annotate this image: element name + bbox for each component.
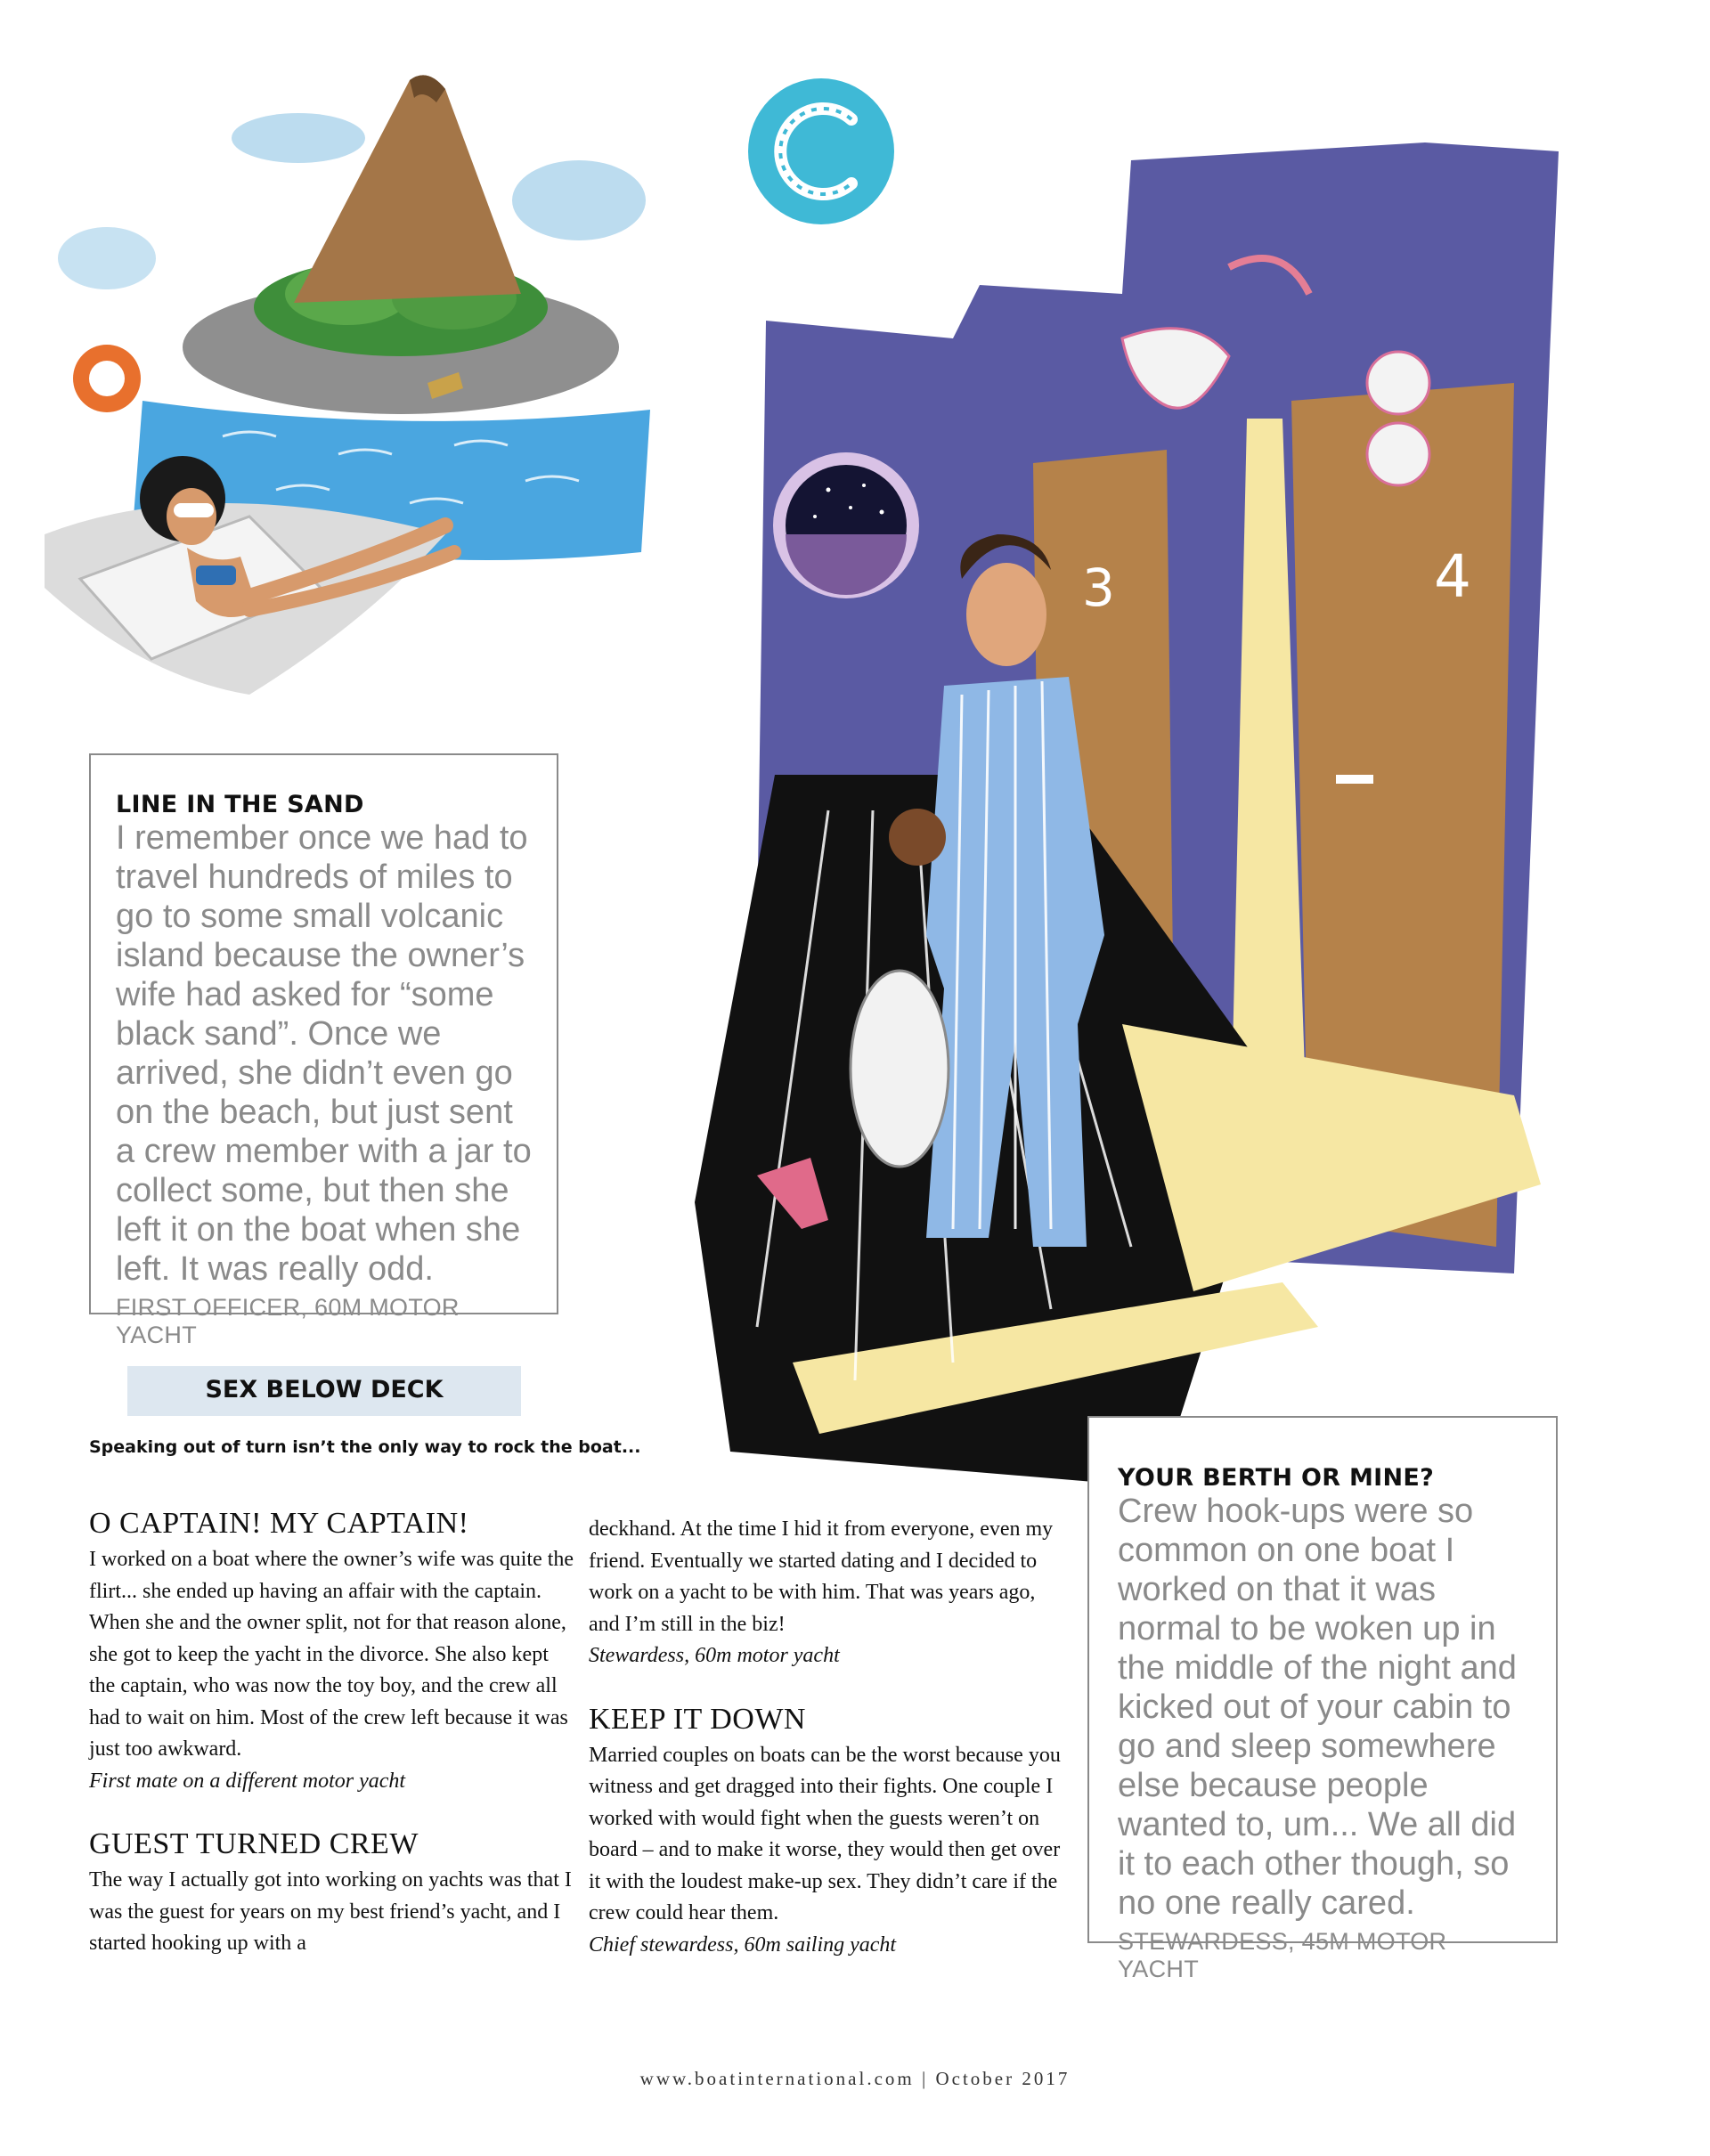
story-heading: O CAPTAIN! MY CAPTAIN! <box>89 1507 469 1540</box>
sidebar-title: YOUR BERTH OR MINE? <box>1118 1464 1435 1492</box>
volcano <box>294 75 521 303</box>
sidebar-title: LINE IN THE SAND <box>116 791 364 818</box>
story-heading: KEEP IT DOWN <box>589 1702 806 1736</box>
sidebar-body: I remember once we had to travel hundreds of miles to go to some small volcanic island because the owner’s wife had asked for “some black sand”. Once we arrived, she didn’t even go on the beach, but just sent a crew member with a jar to collect some, but then she left it on the boat when she left. It was really odd. <box>116 819 532 1288</box>
corridor-illustration <box>659 134 1585 1487</box>
pillow <box>851 971 949 1167</box>
cloud-right <box>512 160 646 240</box>
story-heading: GUEST TURNED CREW <box>89 1827 419 1860</box>
footer-separator: | <box>921 2068 929 2089</box>
story-credit: Stewardess, 60m motor yacht <box>589 1644 840 1667</box>
man-head <box>966 563 1046 666</box>
cloud-left <box>232 113 365 163</box>
story-guest <box>89 1827 574 1960</box>
door-3-number: 3 <box>1082 557 1115 618</box>
cloud-bottom-left <box>58 227 156 289</box>
sidebar-body: Crew hook-ups were so common on one boat I worked on that it was normal to be woken up in the middle of the night and kicked out of your cabin to go and sleep somewhere else because people wanted to, um... We all did it to each other though, so no one really cared. <box>1118 1493 1517 1922</box>
article-column-1 <box>89 1507 574 1960</box>
sidebar-credit: STEWARDESS, 45M MOTOR YACHT <box>1118 1928 1447 1982</box>
hanging-bra <box>1367 352 1429 414</box>
story-credit: Chief stewardess, 60m sailing yacht <box>589 1932 897 1957</box>
article-column-2 <box>589 1514 1070 1961</box>
section-label: SEX BELOW DECK <box>127 1366 521 1416</box>
story-keep-it-down <box>589 1703 1070 1962</box>
story-body: The way I actually got into working on yachts was that I was the guest for years on my best friend’s yacht, and I started hooking up with a <box>89 1868 572 1955</box>
page-footer <box>0 2068 1710 2090</box>
story-captain <box>89 1507 574 1797</box>
footer-issue: October 2017 <box>935 2068 1071 2089</box>
sidebar-line-in-the-sand <box>89 753 558 1348</box>
teddy-bear <box>889 809 946 866</box>
sidebar-your-berth-or-mine <box>1087 1416 1558 1982</box>
story-body: Married couples on boats can be the worst because you witness and get dragged into their fights. One couple I worked with would fight when the guests weren’t on board – and to make it worse, they would then get over it with the loudest make-up sex. They didn’t care if the crew could hear them. <box>589 1743 1061 1924</box>
section-intro: Speaking out of turn isn’t the only way to rock the boat... <box>89 1437 641 1457</box>
sidebar-credit: FIRST OFFICER, 60M MOTOR YACHT <box>116 1294 460 1348</box>
story-guest-continued <box>589 1514 1070 1672</box>
story-body: I worked on a boat where the owner’s wife was quite the flirt... she ended up having an affair with the captain. When she and the owner split, not for that reason alone, she got to keep the yacht in the divorce. She also kept the captain, who was now the toy boy, and the crew all had to wait on him. Most of the crew left because it was just too awkward. <box>89 1548 574 1761</box>
island-illustration <box>27 53 650 712</box>
story-credit: First mate on a different motor yacht <box>89 1769 406 1793</box>
footer-url[interactable]: www.boatinternational.com <box>639 2068 915 2089</box>
story-body-continued: deckhand. At the time I hid it from everyone, even my friend. Eventually we started dating and I decided to work on a yacht to be with him. That was years ago, and I’m still in the biz! <box>589 1517 1054 1636</box>
door-4-number: 4 <box>1434 542 1471 611</box>
